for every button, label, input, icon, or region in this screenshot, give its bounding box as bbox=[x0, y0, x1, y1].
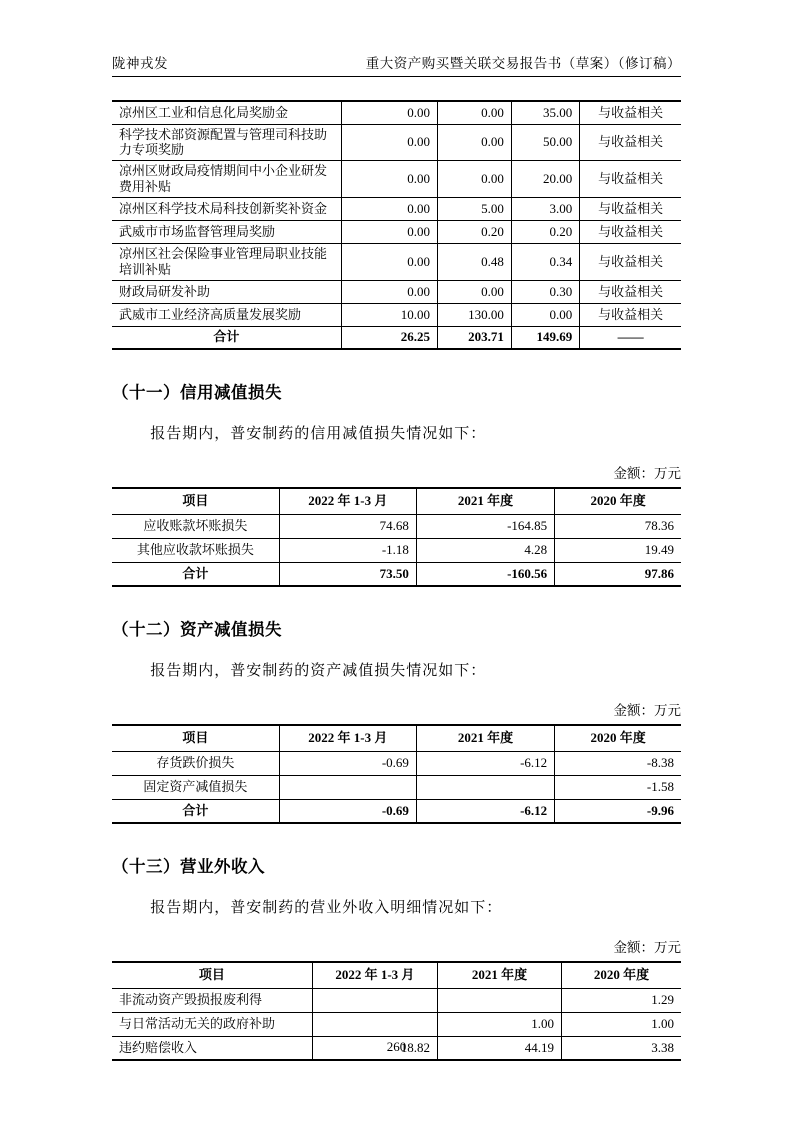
table-total-row bbox=[112, 799, 681, 823]
asset-impairment-table bbox=[112, 724, 681, 824]
table-row bbox=[112, 161, 681, 198]
table-cell: 3.38 bbox=[561, 1036, 681, 1060]
column-header: 2022 年 1-3 月 bbox=[279, 725, 416, 751]
table-cell bbox=[437, 988, 561, 1012]
table-cell: 0.00 bbox=[341, 280, 437, 303]
government-subsidy-table-body bbox=[112, 101, 681, 349]
table-cell: 与收益相关 bbox=[580, 303, 681, 326]
table-cell bbox=[312, 988, 437, 1012]
table-header-row bbox=[112, 962, 681, 988]
table-cell: -0.69 bbox=[279, 799, 416, 823]
table-row bbox=[112, 538, 681, 562]
unit-note: 金额：万元 bbox=[613, 940, 681, 956]
table-cell: -8.38 bbox=[555, 751, 681, 775]
table-cell: 0.00 bbox=[341, 161, 437, 198]
column-header: 2020 年度 bbox=[555, 488, 681, 514]
unit-note: 金额：万元 bbox=[613, 466, 681, 482]
table-cell: 4.28 bbox=[416, 538, 554, 562]
table-cell bbox=[279, 775, 416, 799]
unit-note: 金额：万元 bbox=[613, 703, 681, 719]
table-cell: 凉州区工业和信息化局奖励金 bbox=[112, 101, 341, 124]
table-cell: 0.00 bbox=[437, 124, 511, 161]
table-cell: 3.00 bbox=[511, 197, 579, 220]
table-cell: 50.00 bbox=[511, 124, 579, 161]
running-header bbox=[112, 0, 681, 77]
table-row bbox=[112, 988, 681, 1012]
table-row bbox=[112, 124, 681, 161]
table-cell: 74.68 bbox=[279, 514, 416, 538]
section-heading-non-operating-income: （十三）营业外收入 bbox=[112, 858, 265, 877]
government-subsidy-table bbox=[112, 100, 681, 350]
asset-impairment-table-body bbox=[112, 751, 681, 823]
table-row bbox=[112, 280, 681, 303]
table-cell: 凉州区社会保险事业管理局职业技能培训补贴 bbox=[112, 243, 341, 280]
table-total-row bbox=[112, 326, 681, 349]
table-cell: 存货跌价损失 bbox=[112, 751, 279, 775]
column-header: 2021 年度 bbox=[437, 962, 561, 988]
table-cell: 与收益相关 bbox=[580, 161, 681, 198]
section-heading-credit-impairment: （十一）信用减值损失 bbox=[112, 384, 282, 403]
table-cell: 44.19 bbox=[437, 1036, 561, 1060]
table-cell: 与收益相关 bbox=[580, 220, 681, 243]
table-cell: 与收益相关 bbox=[580, 280, 681, 303]
table-cell bbox=[312, 1012, 437, 1036]
section-heading-asset-impairment: （十二）资产减值损失 bbox=[112, 621, 282, 640]
table-header-row bbox=[112, 725, 681, 751]
table-cell: 0.00 bbox=[437, 161, 511, 198]
table-row bbox=[112, 101, 681, 124]
table-cell: 26.25 bbox=[341, 326, 437, 349]
table-cell: 凉州区财政局疫情期间中小企业研发费用补贴 bbox=[112, 161, 341, 198]
table-cell: 19.49 bbox=[555, 538, 681, 562]
header-document-title: 重大资产购买暨关联交易报告书（草案）（修订稿） bbox=[365, 56, 681, 71]
table-cell: 0.00 bbox=[511, 303, 579, 326]
header-company-name: 陇神戎发 bbox=[112, 56, 168, 71]
section-intro-credit-impairment: 报告期内，普安制药的信用减值损失情况如下： bbox=[150, 426, 487, 443]
table-cell: 203.71 bbox=[437, 326, 511, 349]
table-cell: 130.00 bbox=[437, 303, 511, 326]
column-header: 项目 bbox=[112, 725, 279, 751]
table-header-row bbox=[112, 488, 681, 514]
table-cell: 应收账款坏账损失 bbox=[112, 514, 279, 538]
table-cell: 0.30 bbox=[511, 280, 579, 303]
table-cell: —— bbox=[580, 326, 681, 349]
table-cell: -1.58 bbox=[555, 775, 681, 799]
table-cell: 5.00 bbox=[437, 197, 511, 220]
table-cell: 20.00 bbox=[511, 161, 579, 198]
table-cell: 0.00 bbox=[341, 243, 437, 280]
column-header: 2020 年度 bbox=[555, 725, 681, 751]
table-cell: 0.20 bbox=[511, 220, 579, 243]
table-cell: 合计 bbox=[112, 799, 279, 823]
table-row bbox=[112, 775, 681, 799]
credit-impairment-table bbox=[112, 487, 681, 587]
table-cell: 科学技术部资源配置与管理司科技助力专项奖励 bbox=[112, 124, 341, 161]
table-cell: -1.18 bbox=[279, 538, 416, 562]
column-header: 2022 年 1-3 月 bbox=[312, 962, 437, 988]
table-cell: 固定资产减值损失 bbox=[112, 775, 279, 799]
table-cell: 与收益相关 bbox=[580, 243, 681, 280]
table-cell: 0.00 bbox=[341, 220, 437, 243]
table-cell: 1.29 bbox=[561, 988, 681, 1012]
column-header: 2021 年度 bbox=[416, 488, 554, 514]
table-cell: 0.00 bbox=[341, 197, 437, 220]
table-cell: -0.69 bbox=[279, 751, 416, 775]
table-cell: 0.48 bbox=[437, 243, 511, 280]
table-cell: 0.00 bbox=[437, 280, 511, 303]
table-cell: 与日常活动无关的政府补助 bbox=[112, 1012, 312, 1036]
table-cell: 武威市工业经济高质量发展奖励 bbox=[112, 303, 341, 326]
table-row bbox=[112, 220, 681, 243]
table-cell: 73.50 bbox=[279, 562, 416, 586]
table-cell: 97.86 bbox=[555, 562, 681, 586]
table-cell: 凉州区科学技术局科技创新奖补资金 bbox=[112, 197, 341, 220]
table-cell: 0.20 bbox=[437, 220, 511, 243]
table-cell: 武威市市场监督管理局奖励 bbox=[112, 220, 341, 243]
column-header: 2020 年度 bbox=[561, 962, 681, 988]
table-cell: 财政局研发补助 bbox=[112, 280, 341, 303]
table-cell: 78.36 bbox=[555, 514, 681, 538]
table-cell bbox=[416, 775, 554, 799]
table-cell: -164.85 bbox=[416, 514, 554, 538]
table-cell: 18.82 bbox=[312, 1036, 437, 1060]
table-cell: 与收益相关 bbox=[580, 124, 681, 161]
table-cell: 其他应收款坏账损失 bbox=[112, 538, 279, 562]
column-header: 项目 bbox=[112, 962, 312, 988]
table-cell: 合计 bbox=[112, 562, 279, 586]
table-cell: 0.00 bbox=[437, 101, 511, 124]
table-cell: 0.34 bbox=[511, 243, 579, 280]
table-cell: 与收益相关 bbox=[580, 101, 681, 124]
table-cell: 10.00 bbox=[341, 303, 437, 326]
section-intro-asset-impairment: 报告期内，普安制药的资产减值损失情况如下： bbox=[150, 663, 487, 680]
section-intro-non-operating-income: 报告期内，普安制药的营业外收入明细情况如下： bbox=[150, 900, 503, 917]
table-row bbox=[112, 197, 681, 220]
table-cell: 合计 bbox=[112, 326, 341, 349]
table-cell: 违约赔偿收入 bbox=[112, 1036, 312, 1060]
table-row bbox=[112, 1012, 681, 1036]
table-row bbox=[112, 514, 681, 538]
table-cell: -9.96 bbox=[555, 799, 681, 823]
credit-impairment-table-body bbox=[112, 514, 681, 586]
table-cell: 与收益相关 bbox=[580, 197, 681, 220]
table-row bbox=[112, 751, 681, 775]
page-number: 260 bbox=[386, 1039, 407, 1054]
column-header: 2021 年度 bbox=[416, 725, 554, 751]
table-row bbox=[112, 303, 681, 326]
table-cell: -160.56 bbox=[416, 562, 554, 586]
table-total-row bbox=[112, 562, 681, 586]
table-row bbox=[112, 243, 681, 280]
table-cell: 1.00 bbox=[561, 1012, 681, 1036]
table-cell: -6.12 bbox=[416, 751, 554, 775]
column-header: 2022 年 1-3 月 bbox=[279, 488, 416, 514]
table-cell: 0.00 bbox=[341, 101, 437, 124]
table-cell: 1.00 bbox=[437, 1012, 561, 1036]
table-cell: 0.00 bbox=[341, 124, 437, 161]
table-cell: -6.12 bbox=[416, 799, 554, 823]
table-cell: 非流动资产毁损报废利得 bbox=[112, 988, 312, 1012]
table-cell: 149.69 bbox=[511, 326, 579, 349]
column-header: 项目 bbox=[112, 488, 279, 514]
table-cell: 35.00 bbox=[511, 101, 579, 124]
